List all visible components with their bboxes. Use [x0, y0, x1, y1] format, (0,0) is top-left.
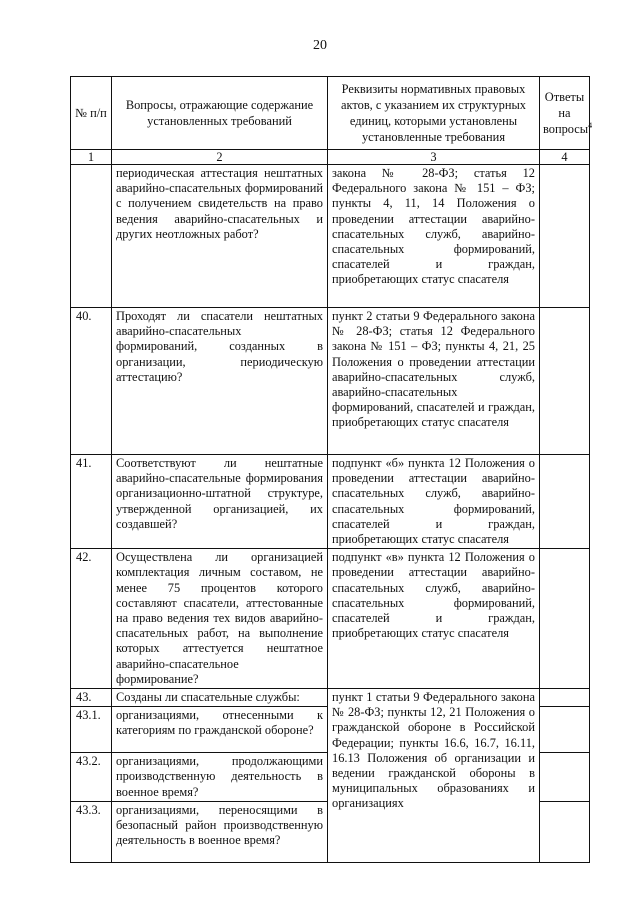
table-header-row: [71, 77, 590, 150]
row-number: 43.3.: [71, 801, 112, 862]
group-43-reference: пункт 1 статьи 9 Федерального закона № 28-ФЗ; пункты 12, 21 Положения о гражданской обороне в Российской Федерации; пункты 16.6, 16.7, 16.11, 16.13 Положения об организации и ведении гражданской обороны в муниципальных образованиях и организациях: [328, 689, 540, 863]
row-answer[interactable]: [540, 165, 590, 308]
table-row: [71, 549, 590, 689]
requirements-table: [70, 76, 593, 863]
footnote-marker: 4: [588, 120, 593, 130]
row-question: организациями, переносящими в безопасный район производственную деятельность в военное время?: [112, 801, 328, 862]
header-answers: [540, 77, 593, 150]
table-row: [71, 689, 590, 707]
row-number: 41.: [71, 455, 112, 549]
column-index: 3: [328, 150, 540, 165]
header-number: № п/п: [71, 77, 112, 150]
table-row: [71, 308, 590, 455]
row-answer[interactable]: [540, 801, 590, 862]
column-index: 4: [540, 150, 590, 165]
table-row: [71, 455, 590, 549]
row-reference: подпункт «б» пункта 12 Положения о проведении аттестации аварийно-спасательных служб, аварийно-спасательных формирований, спасателей и граждан, приобретающих статус спасателя: [328, 455, 540, 549]
row-number: 40.: [71, 308, 112, 455]
row-number: 43.: [71, 689, 112, 707]
row-answer[interactable]: [540, 455, 590, 549]
row-answer[interactable]: [540, 308, 590, 455]
row-answer[interactable]: [540, 689, 590, 707]
row-reference: пункт 2 статьи 9 Федерального закона № 28-ФЗ; статья 12 Федерального закона № 151 – ФЗ; пункты 4, 21, 25 Положения о проведении аттестации аварийно-спасательных служб, аварийно-спасательных формирований, спасателей и граждан, приобретающих статус спасателя: [328, 308, 540, 455]
column-index: 1: [71, 150, 112, 165]
row-number: 43.1.: [71, 707, 112, 753]
row-question: организациями, отнесенными к категориям по гражданской обороне?: [112, 707, 328, 753]
row-answer[interactable]: [540, 753, 590, 802]
row-question: Созданы ли спасательные службы:: [112, 689, 328, 707]
row-question: Осуществлена ли организацией комплектация личным составом, не менее 75 процентов которого составляют спасатели, аттестованные на право ведения тех видов аварийно-спасательных работ, на выполнение которых аттестуется нештатное аварийно-спасательное формирование?: [112, 549, 328, 689]
row-answer[interactable]: [540, 707, 590, 753]
row-question: Проходят ли спасатели нештатных аварийно-спасательных формирований, созданных в организации, периодическую аттестацию?: [112, 308, 328, 455]
row-reference: подпункт «в» пункта 12 Положения о проведении аттестации аварийно-спасательных служб, аварийно-спасательных формирований, спасателей и граждан, приобретающих статус спасателя: [328, 549, 540, 689]
header-answers-label: Ответы на вопросы: [543, 90, 589, 136]
row-question: периодическая аттестация нештатных аварийно-спасательных формирований с получением свидетельств на право ведения аварийно-спасательных и других неотложных работ?: [112, 165, 328, 308]
row-number: 43.2.: [71, 753, 112, 802]
row-answer[interactable]: [540, 549, 590, 689]
header-references: Реквизиты нормативных правовых актов, с указанием их структурных единиц, которыми установлены установленные требования: [328, 77, 540, 150]
column-index-row: [71, 150, 590, 165]
row-number: 42.: [71, 549, 112, 689]
table-row: [71, 165, 590, 308]
header-questions: Вопросы, отражающие содержание установленных требований: [112, 77, 328, 150]
row-question: Соответствуют ли нештатные аварийно-спасательные формирования организационно-штатной структуре, утвержденной организацией, их создавшей?: [112, 455, 328, 549]
page-number: 20: [313, 38, 327, 53]
row-question: организациями, продолжающими производственную деятельность в военное время?: [112, 753, 328, 802]
row-reference: закона № 28-ФЗ; статья 12 Федерального закона № 151 – ФЗ; пункты 4, 11, 14 Положения о проведении аттестации аварийно-спасательных служб, аварийно-спасательных формирований, спасателей и граждан, приобретающих статус спасателя: [328, 165, 540, 308]
row-number: [71, 165, 112, 308]
column-index: 2: [112, 150, 328, 165]
